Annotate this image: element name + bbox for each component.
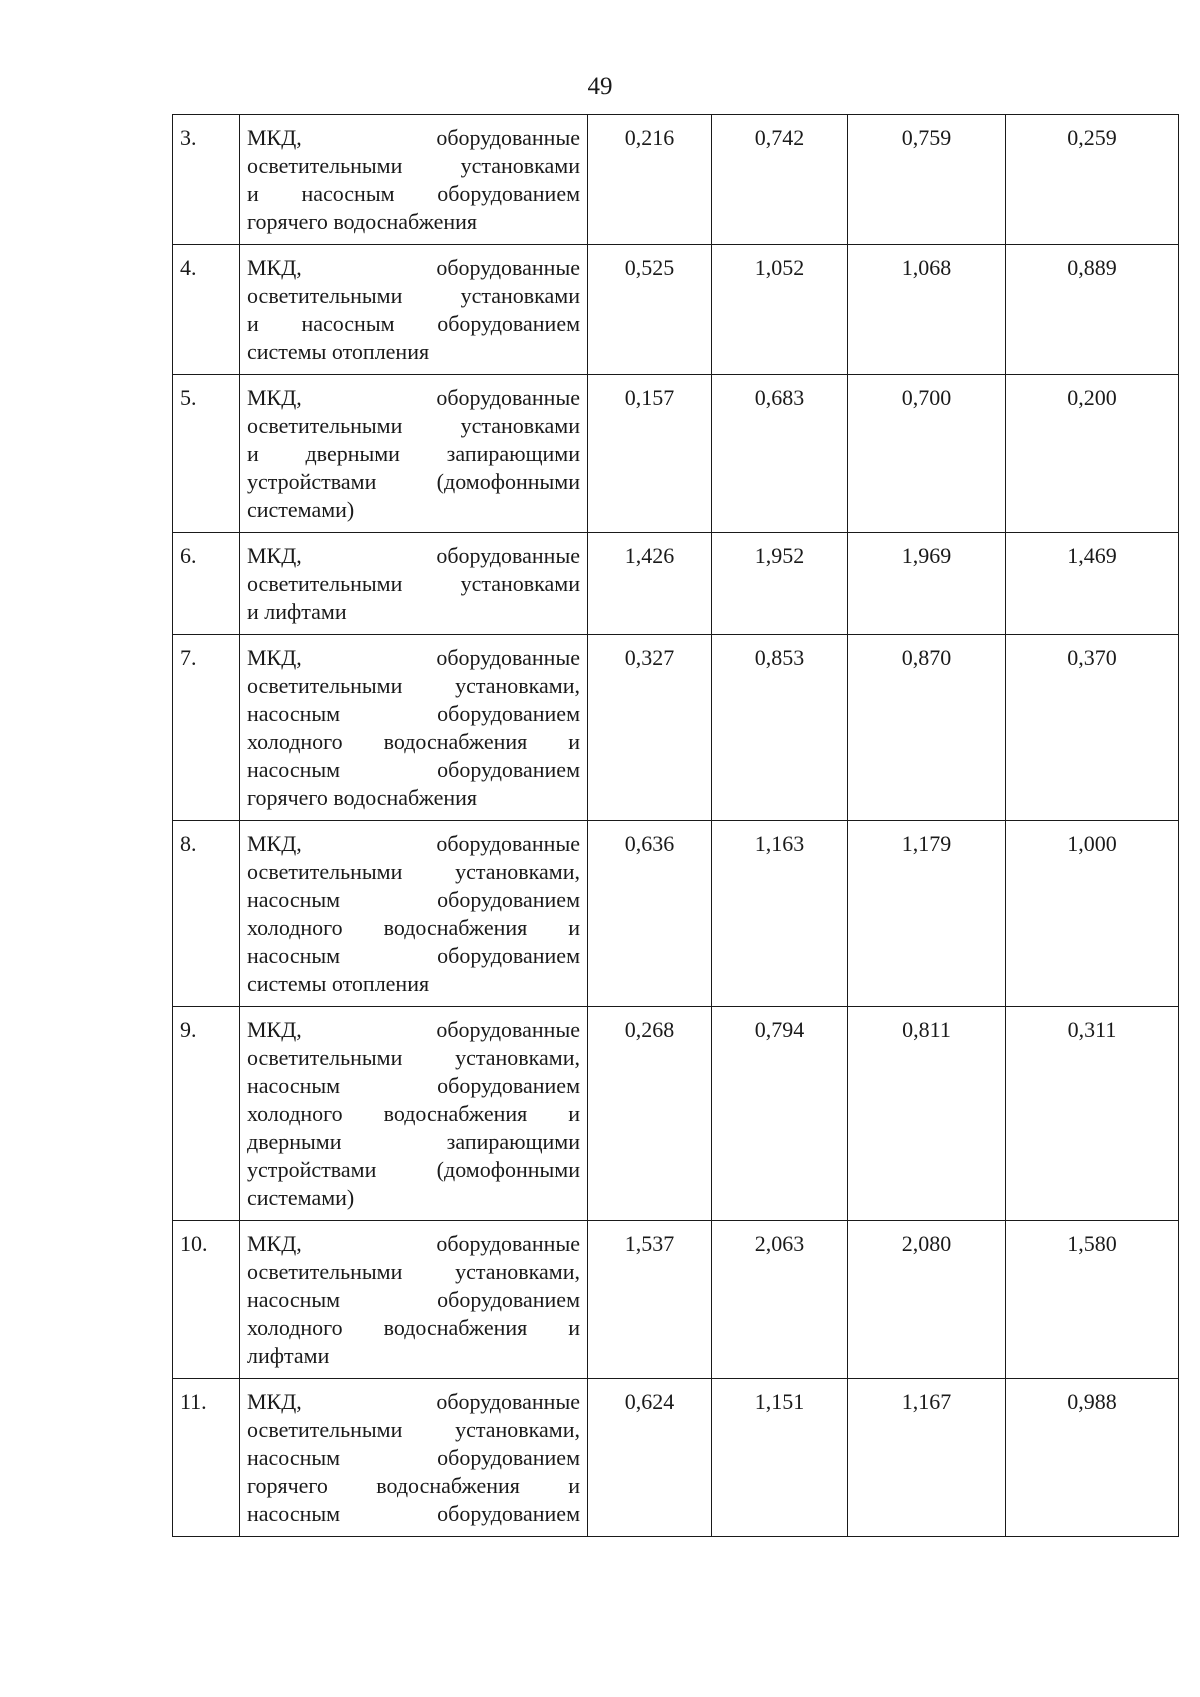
value-cell-2: 0,794 [712,1007,848,1221]
table-row [173,245,1179,375]
value-cell-1: 0,636 [588,821,712,1007]
row-description [240,245,588,375]
description-line: холодного водоснабжения и [247,1101,580,1126]
description-line: насосным оборудованием [247,1073,580,1098]
value-cell-3: 2,080 [848,1221,1006,1379]
description-line: МКД, оборудованные [247,125,580,150]
description-line: МКД, оборудованные [247,543,580,568]
description-line: МКД, оборудованные [247,1231,580,1256]
description-line: системами) [247,1185,355,1210]
description-line: и насосным оборудованием [247,311,580,336]
description-line: осветительными установками [247,153,580,178]
value-cell-4: 1,469 [1006,533,1179,635]
description-line: дверными запирающими [247,1129,580,1154]
table-row [173,1379,1179,1537]
value-cell-2: 0,683 [712,375,848,533]
description-line: насосным оборудованием [247,757,580,782]
value-cell-3: 0,870 [848,635,1006,821]
value-cell-1: 0,157 [588,375,712,533]
description-line: осветительными установками, [247,859,580,884]
description-line: системами) [247,497,355,522]
description-line: насосным оборудованием [247,887,580,912]
value-cell-4: 1,580 [1006,1221,1179,1379]
row-description [240,115,588,245]
value-cell-1: 0,525 [588,245,712,375]
value-cell-4: 1,000 [1006,821,1179,1007]
row-description [240,821,588,1007]
description-line: осветительными установками, [247,1259,580,1284]
description-line: МКД, оборудованные [247,645,580,670]
description-line: устройствами (домофонными [247,1157,580,1182]
table-row [173,115,1179,245]
value-cell-2: 1,151 [712,1379,848,1537]
row-description [240,635,588,821]
row-number: 11. [173,1379,240,1537]
description-line: холодного водоснабжения и [247,729,580,754]
description-line: горячего водоснабжения [247,209,478,234]
description-line: насосным оборудованием [247,943,580,968]
table-row [173,533,1179,635]
row-number: 7. [173,635,240,821]
row-number: 3. [173,115,240,245]
table-row [173,821,1179,1007]
value-cell-1: 0,624 [588,1379,712,1537]
value-cell-3: 1,167 [848,1379,1006,1537]
value-cell-4: 0,370 [1006,635,1179,821]
row-number: 6. [173,533,240,635]
description-line: насосным оборудованием [247,1287,580,1312]
value-cell-3: 1,969 [848,533,1006,635]
description-line: лифтами [247,1343,330,1368]
row-description [240,1379,588,1537]
description-line: МКД, оборудованные [247,255,580,280]
description-line: и лифтами [247,599,347,624]
value-cell-2: 1,163 [712,821,848,1007]
value-cell-4: 0,259 [1006,115,1179,245]
value-cell-1: 0,327 [588,635,712,821]
value-cell-3: 1,068 [848,245,1006,375]
value-cell-4: 0,200 [1006,375,1179,533]
table-row [173,635,1179,821]
row-description [240,1007,588,1221]
description-line: осветительными установками [247,571,580,596]
description-line: системы отопления [247,339,430,364]
value-cell-3: 0,759 [848,115,1006,245]
description-line: холодного водоснабжения и [247,915,580,940]
table-row [173,1221,1179,1379]
row-number: 4. [173,245,240,375]
description-line: и насосным оборудованием [247,181,580,206]
row-description [240,375,588,533]
value-cell-1: 0,216 [588,115,712,245]
description-line: осветительными установками [247,413,580,438]
description-line: горячего водоснабжения [247,785,478,810]
description-line: осветительными установками, [247,1045,580,1070]
value-cell-4: 0,889 [1006,245,1179,375]
description-line: осветительными установками, [247,673,580,698]
value-cell-1: 1,426 [588,533,712,635]
description-line: МКД, оборудованные [247,1389,580,1414]
description-line: МКД, оборудованные [247,831,580,856]
value-cell-4: 0,988 [1006,1379,1179,1537]
row-number: 9. [173,1007,240,1221]
row-number: 5. [173,375,240,533]
value-cell-4: 0,311 [1006,1007,1179,1221]
description-line: МКД, оборудованные [247,1017,580,1042]
description-line: и дверными запирающими [247,441,580,466]
value-cell-2: 2,063 [712,1221,848,1379]
value-cell-2: 0,742 [712,115,848,245]
row-number: 8. [173,821,240,1007]
value-cell-2: 0,853 [712,635,848,821]
description-line: горячего водоснабжения и [247,1473,580,1498]
table-row [173,1007,1179,1221]
description-line: системы отопления [247,971,430,996]
description-line: насосным оборудованием [247,1445,580,1470]
description-line: осветительными установками, [247,1417,580,1442]
description-line: насосным оборудованием [247,1501,580,1526]
value-cell-3: 1,179 [848,821,1006,1007]
table-body [173,115,1179,1537]
description-line: насосным оборудованием [247,701,580,726]
value-cell-1: 0,268 [588,1007,712,1221]
description-line: холодного водоснабжения и [247,1315,580,1340]
value-cell-1: 1,537 [588,1221,712,1379]
value-cell-2: 1,052 [712,245,848,375]
description-line: устройствами (домофонными [247,469,580,494]
page-number: 49 [587,73,613,100]
table-row [173,375,1179,533]
tariff-table [172,114,1179,1537]
description-line: МКД, оборудованные [247,385,580,410]
row-description [240,533,588,635]
value-cell-2: 1,952 [712,533,848,635]
value-cell-3: 0,811 [848,1007,1006,1221]
description-line: осветительными установками [247,283,580,308]
row-description [240,1221,588,1379]
row-number: 10. [173,1221,240,1379]
value-cell-3: 0,700 [848,375,1006,533]
